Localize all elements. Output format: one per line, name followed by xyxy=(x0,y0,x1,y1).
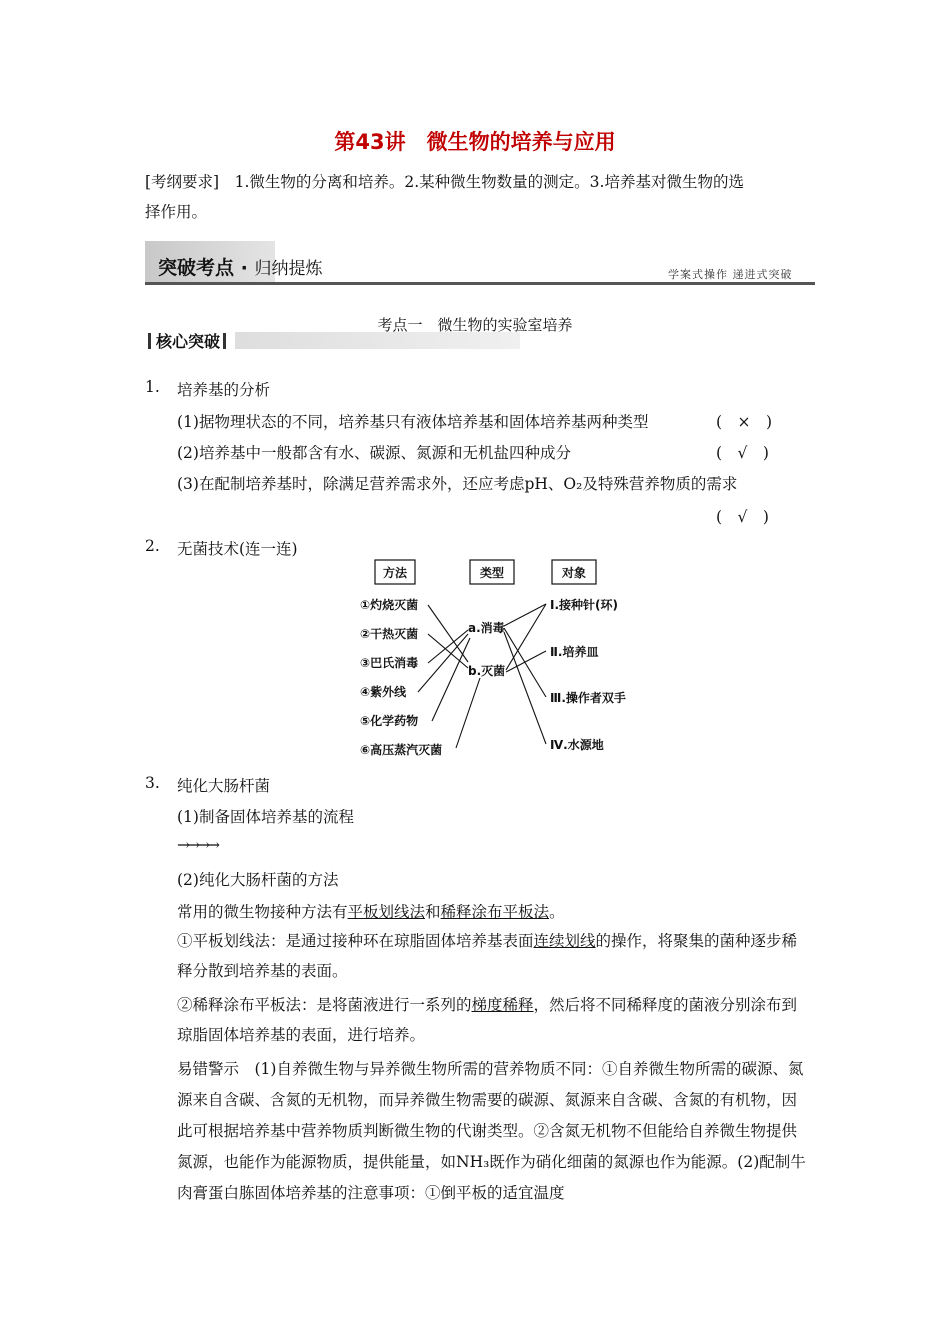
judgement-1-text: (1)据物理状态的不同，培养基只有液体培养基和固体培养基两种类型 xyxy=(177,413,649,431)
core-label xyxy=(145,329,235,352)
methods-intro xyxy=(177,900,565,922)
judgement-2-mark: ( √ ) xyxy=(716,444,769,462)
warning-paragraph: 易错警示 (1)自养微生物与异养微生物所需的营养物质不同：①自养微生物所需的碳源、氮源来自含碳、含氮的无机物，而异养微生物需要的碳源、氮源来自含碳、含氮的有机物，因此可根据培养基中营养物质判断微生物的代谢类型。②含氮无机物不但能给自养微生物提供氮源，也能作为能源物质，提供能量，如NH₃既作为硝化细菌的氮源也作为能源。(2)配制牛肉膏蛋白胨固体培养基的注意事项：①倒平板的适宜温度 xyxy=(177,1060,806,1202)
target-2: Ⅱ.培养皿 xyxy=(550,645,599,659)
method-2: ②干热灭菌 xyxy=(360,627,419,641)
core-label-bar-right xyxy=(223,333,226,349)
methods-intro-a: 常用的微生物接种方法有 xyxy=(177,903,348,921)
banner-right-text: 学案式操作 递进式突破 xyxy=(668,268,793,281)
target-1: Ⅰ.接种针(环) xyxy=(550,598,618,612)
spread-underlined: 梯度稀释 xyxy=(471,996,534,1014)
link-m4-a xyxy=(418,634,468,692)
methods-intro-c: 。 xyxy=(549,903,565,921)
header-type: 类型 xyxy=(479,566,505,580)
method-5: ⑤化学药物 xyxy=(360,714,419,728)
spread-paragraph xyxy=(177,990,809,1050)
link-m6-b xyxy=(456,678,480,748)
section-title: 考点一 微生物的实验室培养 xyxy=(377,316,573,334)
link-m5-a xyxy=(432,638,470,721)
banner-title xyxy=(158,253,322,280)
item-1-number: 1. xyxy=(145,378,160,396)
methods-intro-b: 和 xyxy=(425,903,441,921)
header-method: 方法 xyxy=(382,566,408,580)
header-target: 对象 xyxy=(561,566,587,580)
item-3-title: 纯化大肠杆菌 xyxy=(177,777,271,795)
judgement-2-text: (2)培养基中一般都含有水、碳源、氮源和无机盐四种成分 xyxy=(177,444,571,462)
spread-a: ②稀释涂布平板法：是将菌液进行一系列的 xyxy=(177,996,472,1014)
streak-a: ①平板划线法：是通过接种环在琼脂固体培养基表面 xyxy=(177,932,534,950)
judgement-1-mark: ( × ) xyxy=(716,413,773,431)
item-2-number: 2. xyxy=(145,537,160,555)
method-spread-underlined: 稀释涂布平板法 xyxy=(440,903,550,921)
page-title: 第43讲 微生物的培养与应用 xyxy=(334,130,616,154)
sterilization-diagram xyxy=(340,550,650,765)
item-3-number: 3. xyxy=(145,774,160,792)
core-label-text: 核心突破 xyxy=(156,332,221,351)
judgement-3-mark: ( √ ) xyxy=(716,508,769,526)
streak-b: 的操作，将聚集的菌种逐步稀释分散到培养基的表面。 xyxy=(177,932,798,980)
item-3-sub2: (2)纯化大肠杆菌的方法 xyxy=(177,871,339,889)
banner-dot: · xyxy=(240,257,248,279)
requirements-line-2: 择作用。 xyxy=(145,203,208,221)
streak-paragraph xyxy=(177,926,809,986)
streak-underlined: 连续划线 xyxy=(533,932,596,950)
link-a-target4b xyxy=(504,632,546,744)
method-streak-underlined: 平板划线法 xyxy=(347,903,426,921)
method-3: ③巴氏消毒 xyxy=(360,656,419,670)
type-b: b.灭菌 xyxy=(468,664,506,678)
judgement-3-text: (3)在配制培养基时，除满足营养需求外，还应考虑pH、O₂及特殊营养物质的需求 xyxy=(177,475,738,493)
type-a: a.消毒 xyxy=(468,621,505,635)
flow-arrows: →→→→ xyxy=(177,836,217,854)
method-4: ④紫外线 xyxy=(360,685,407,699)
core-label-bar-left xyxy=(148,333,151,349)
item-2-title: 无菌技术(连一连) xyxy=(177,540,298,558)
item-3-sub1: (1)制备固体培养基的流程 xyxy=(177,808,354,826)
banner-main: 突破考点 xyxy=(158,257,235,279)
target-4: Ⅳ.水源地 xyxy=(550,738,604,752)
banner-rule xyxy=(145,282,815,285)
method-6: ⑥高压蒸汽灭菌 xyxy=(360,743,443,757)
spread-b: ，然后将不同稀释度的菌液分别涂布到琼脂固体培养基的表面，进行培养。 xyxy=(177,996,798,1044)
item-1-title: 培养基的分析 xyxy=(177,381,271,399)
banner-sub: 归纳提炼 xyxy=(254,259,323,279)
link-m1-b xyxy=(428,605,468,662)
requirements-line-1: [考纲要求] 1.微生物的分离和培养。2.某种微生物数量的测定。3.培养基对微生物的选 xyxy=(145,173,744,191)
target-3: Ⅲ.操作者双手 xyxy=(550,691,626,705)
method-1: ①灼烧灭菌 xyxy=(360,598,419,612)
link-m3-a xyxy=(428,630,468,663)
link-m2-b xyxy=(428,634,468,668)
